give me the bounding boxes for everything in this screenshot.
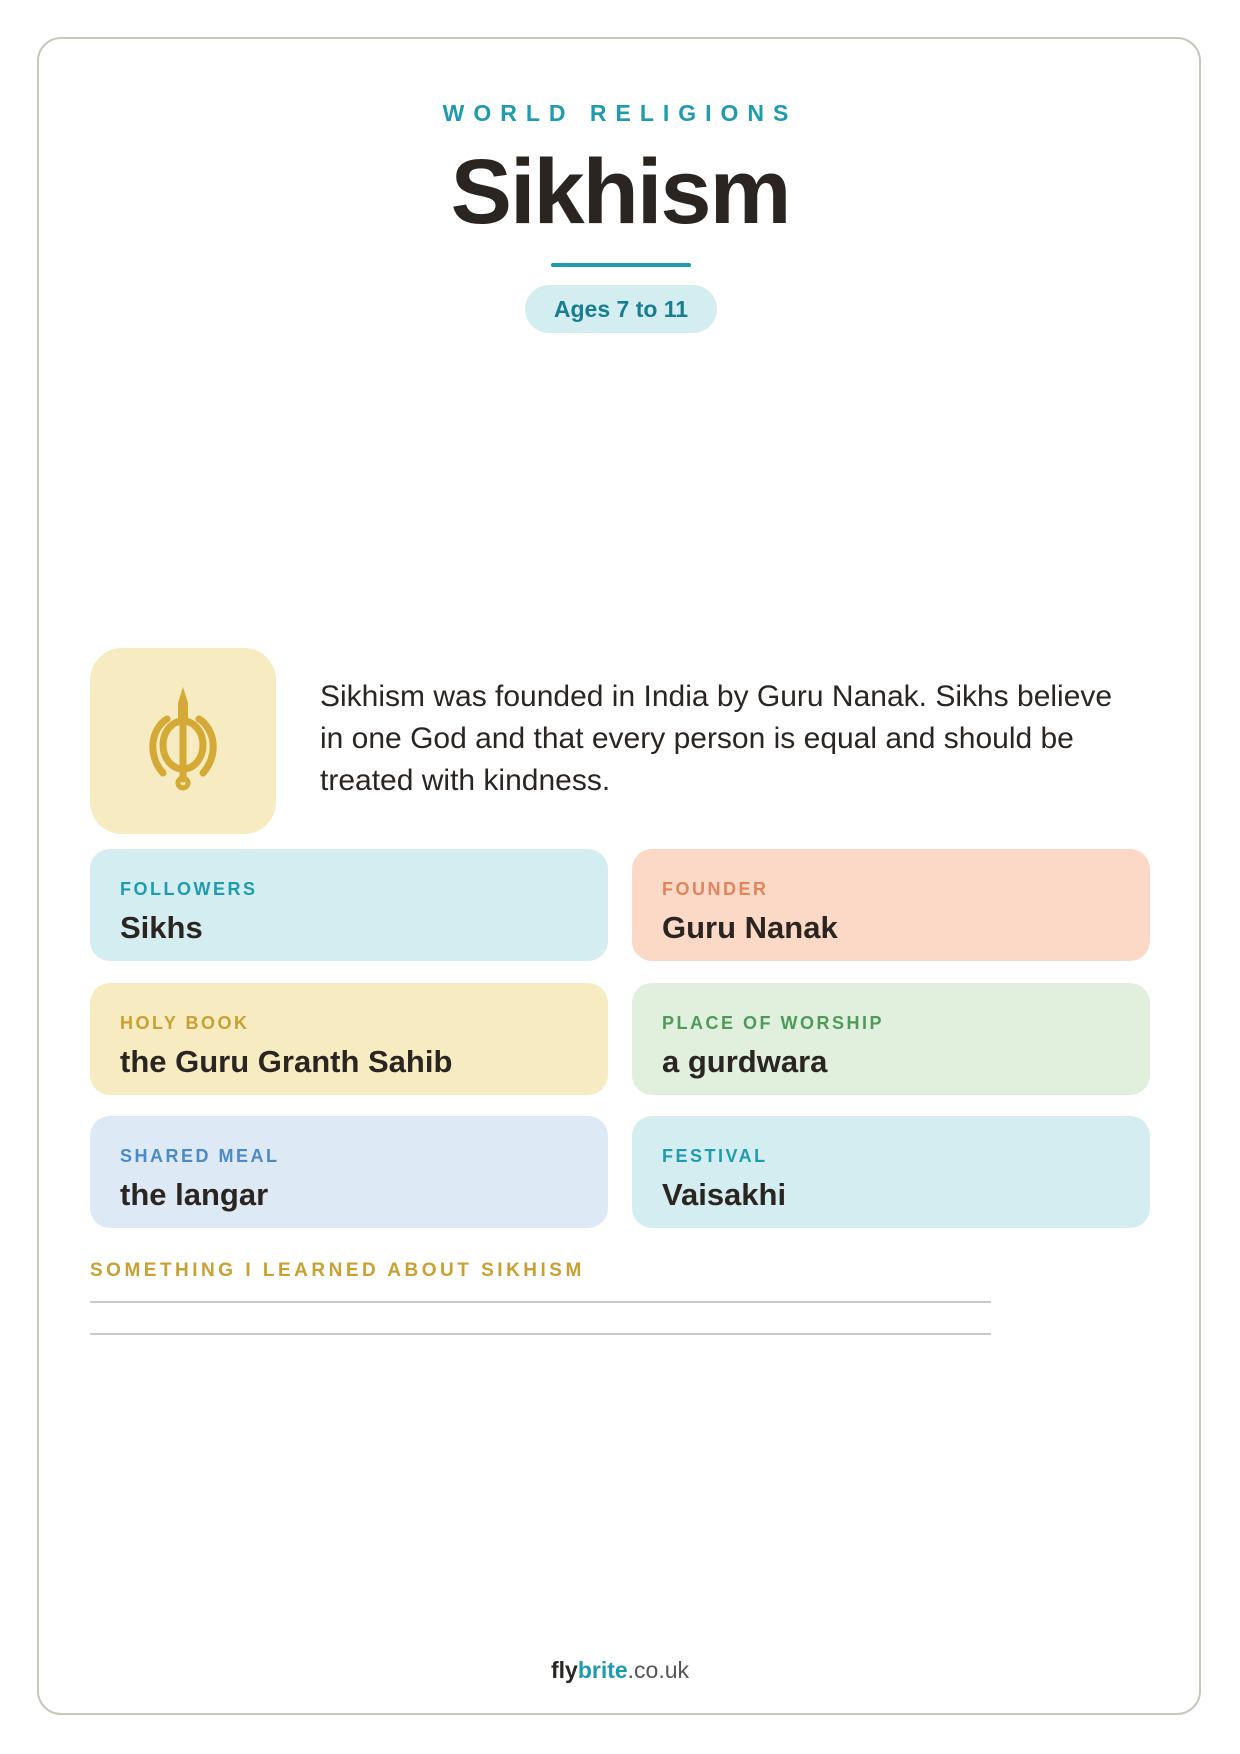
icon-tile xyxy=(90,648,276,834)
fact-value: the Guru Granth Sahib xyxy=(120,1044,453,1079)
fact-card-festival xyxy=(632,1116,1150,1228)
fact-label: PLACE OF WORSHIP xyxy=(662,1013,885,1033)
khanda-icon xyxy=(123,681,243,801)
title-underline xyxy=(551,263,691,267)
kicker-label: WORLD RELIGIONS xyxy=(442,100,798,126)
fact-value: Guru Nanak xyxy=(662,910,838,945)
footer-brand xyxy=(0,1657,1240,1684)
fact-value: a gurdwara xyxy=(662,1044,828,1079)
fact-value: Sikhs xyxy=(120,910,203,945)
fact-card-holy-book xyxy=(90,983,608,1095)
fact-label: FOLLOWERS xyxy=(120,879,258,899)
age-badge: Ages 7 to 11 xyxy=(525,285,717,333)
fact-card-followers xyxy=(90,849,608,961)
fact-card-place-of-worship xyxy=(632,983,1150,1095)
brand-part-brite: brite xyxy=(577,1657,628,1683)
page-title: Sikhism xyxy=(450,141,790,243)
intro-paragraph: Sikhism was founded in India by Guru Nanak. Sikhs believe in one God and that every person is equal and should be treated with kindness. xyxy=(320,680,1113,797)
fact-card-founder xyxy=(632,849,1150,961)
brand-part-fly: fly xyxy=(550,1657,578,1683)
fact-label: FESTIVAL xyxy=(662,1146,768,1166)
writing-line[interactable] xyxy=(90,1333,991,1335)
fact-card-shared-meal xyxy=(90,1116,608,1228)
fact-value: Vaisakhi xyxy=(662,1177,787,1212)
writing-line[interactable] xyxy=(90,1301,991,1303)
fact-label: FOUNDER xyxy=(662,879,769,899)
fact-value: the langar xyxy=(120,1177,269,1212)
fact-label: SHARED MEAL xyxy=(120,1146,280,1166)
fact-label: HOLY BOOK xyxy=(120,1013,250,1033)
learned-heading: SOMETHING I LEARNED ABOUT SIKHISM xyxy=(90,1260,585,1281)
brand-domain: .co.uk xyxy=(627,1657,690,1683)
